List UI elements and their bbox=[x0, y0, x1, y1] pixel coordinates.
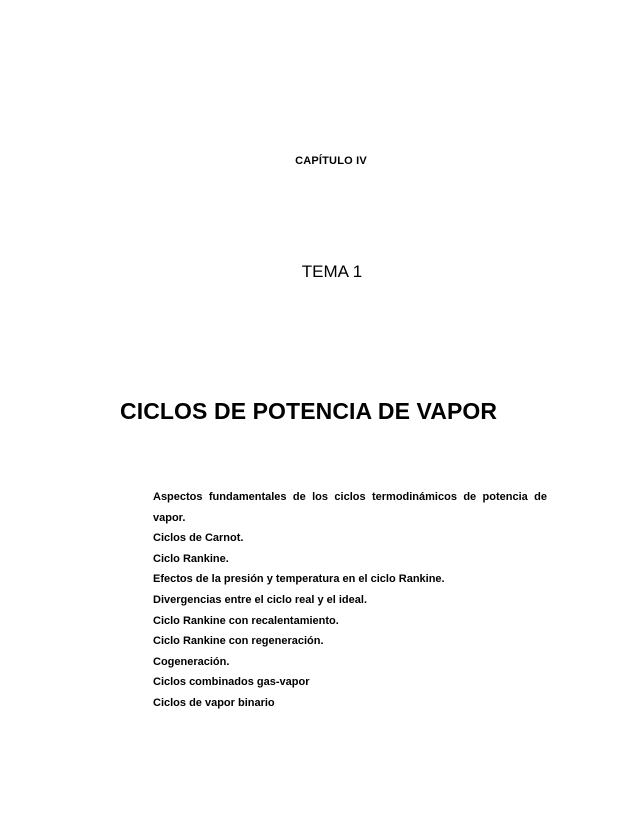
topic-item: Ciclos de Carnot. bbox=[153, 532, 244, 545]
topic-item: Divergencias entre el ciclo real y el ideal. bbox=[153, 593, 368, 606]
topic-heading: TEMA 1 bbox=[301, 262, 363, 281]
topic-item: Ciclo Rankine con recalentamiento. bbox=[153, 614, 339, 627]
topic-item: Aspectos fundamentales de los ciclos termodinámicos de potencia de vapor. bbox=[153, 491, 547, 524]
topic-item: Ciclos de vapor binario bbox=[153, 696, 275, 709]
topic-item: Cogeneración. bbox=[153, 655, 230, 668]
topic-item: Ciclos combinados gas-vapor bbox=[153, 676, 310, 689]
topic-list bbox=[153, 487, 547, 714]
topic-item: Efectos de la presión y temperatura en el ciclo Rankine. bbox=[153, 573, 445, 586]
topic-item: Ciclo Rankine. bbox=[153, 552, 229, 565]
chapter-heading: CAPÍTULO IV bbox=[295, 155, 367, 167]
page-title: CICLOS DE POTENCIA DE VAPOR bbox=[120, 398, 498, 424]
topic-item: Ciclo Rankine con regeneración. bbox=[153, 635, 324, 648]
